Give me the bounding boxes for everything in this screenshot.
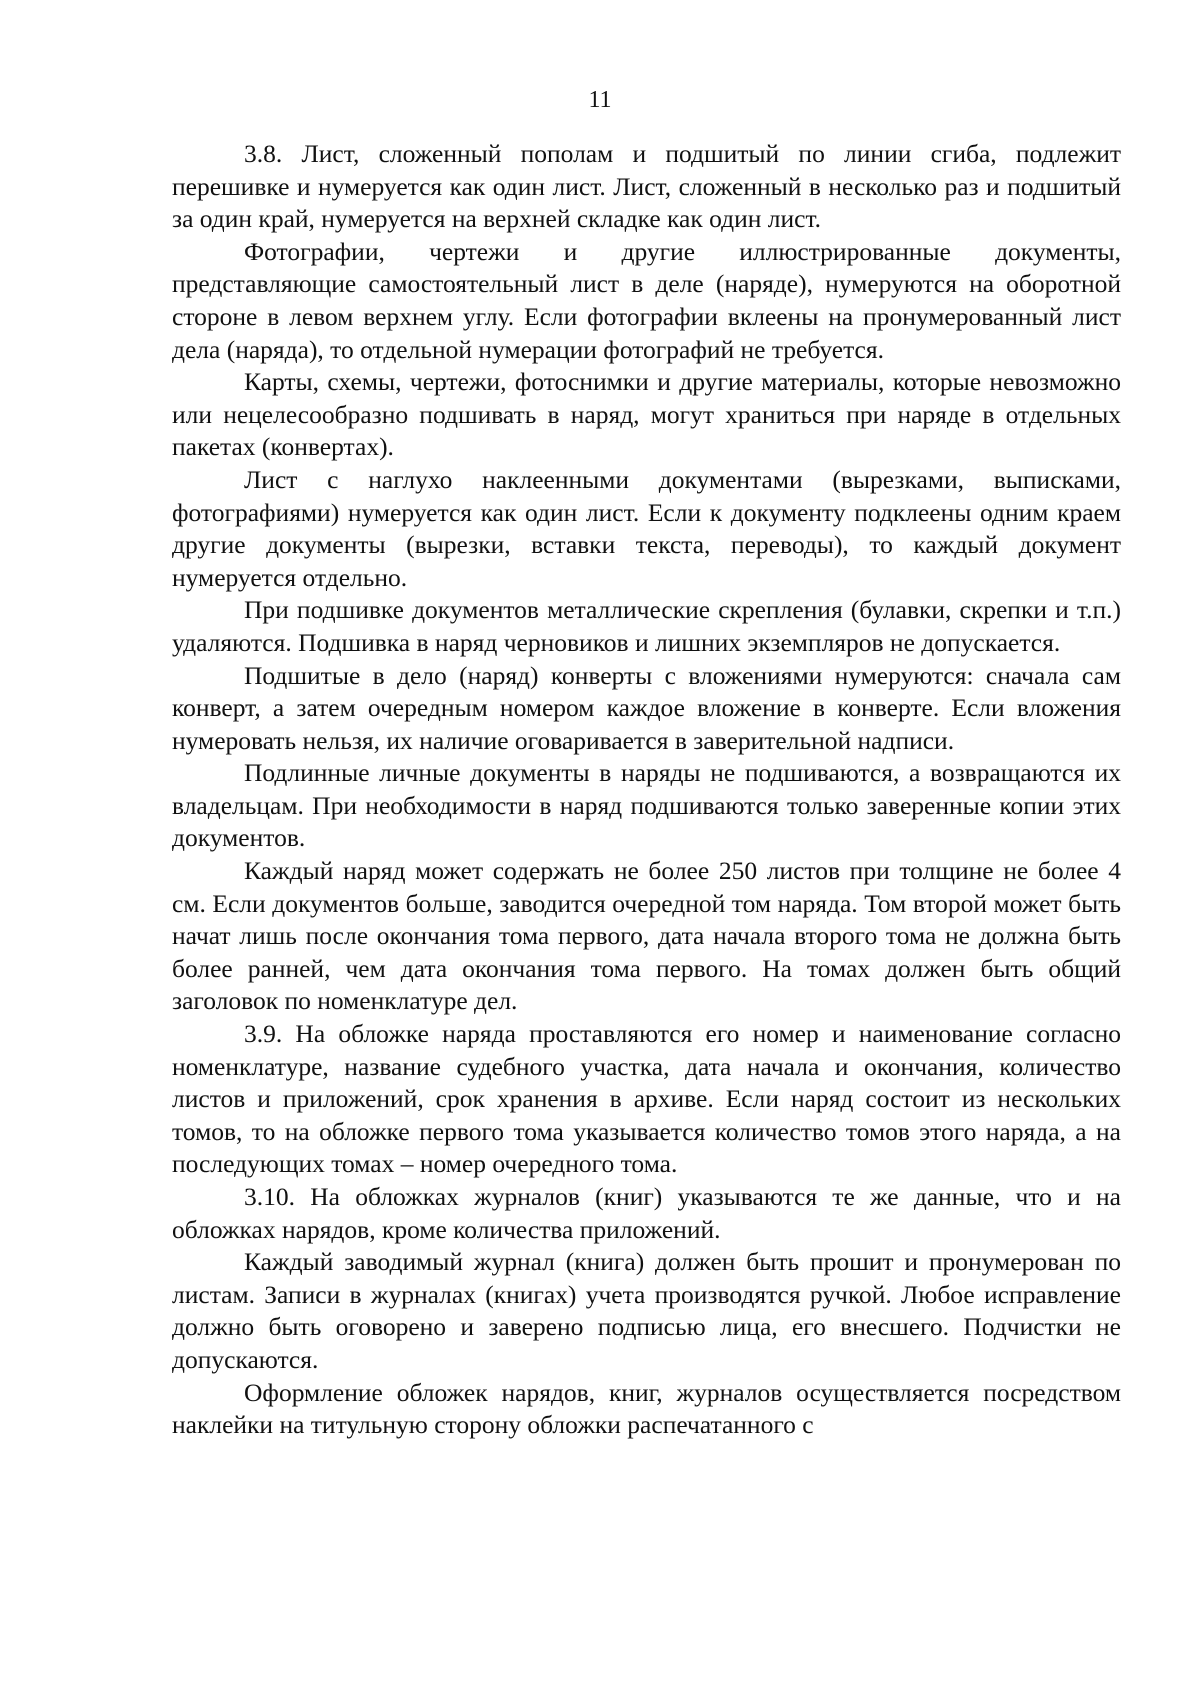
paragraph-metal-fasteners: При подшивке документов металлические скрепления (булавки, скрепки и т.п.) удаляются. Подшивка в наряд черновиков и лишних экземпляров не допускается. <box>172 595 1121 657</box>
document-body <box>172 138 1121 1442</box>
paragraph-3-8: 3.8. Лист, сложенный пополам и подшитый по линии сгиба, подлежит перешивке и нумеруется как один лист. Лист, сложенный в несколько раз и подшитый за один край, нумеруется на верхней складке как один лист. <box>172 139 1121 234</box>
paragraph-envelopes: Подшитые в дело (наряд) конверты с вложениями нумеруются: сначала сам конверт, а затем очередным номером каждое вложение в конверте. Если вложения нумеровать нельзя, их наличие оговаривается в заверительной надписи. <box>172 660 1121 755</box>
page-number: 11 <box>588 87 612 113</box>
paragraph-glued-documents: Лист с наглухо наклеенными документами (вырезками, выписками, фотографиями) нумеруется как один лист. Если к документу подклеены одним краем другие документы (вырезки, вставки текста, переводы), то каждый документ нумеруется отдельно. <box>172 464 1121 592</box>
paragraph-3-9: 3.9. На обложке наряда проставляются его номер и наименование согласно номенклатуре, название судебного участка, дата начала и окончания, количество листов и приложений, срок хранения в архиве. Если наряд состоит из нескольких томов, то на обложке первого тома указывается количество томов этого наряда, а на последующих томах – номер очередного тома. <box>172 1019 1121 1179</box>
paragraph-maps: Карты, схемы, чертежи, фотоснимки и другие материалы, которые невозможно или нецелесообразно подшивать в наряд, могут храниться при наряде в отдельных пакетах (конвертах). <box>172 367 1121 462</box>
paragraph-photographs: Фотографии, чертежи и другие иллюстрированные документы, представляющие самостоятельный лист в деле (наряде), нумеруются на оборотной стороне в левом верхнем углу. Если фотографии вклеены на пронумерованный лист дела (наряда), то отдельной нумерации фотографий не требуется. <box>172 236 1121 364</box>
paragraph-cover-design: Оформление обложек нарядов, книг, журналов осуществляется посредством наклейки на титульную сторону обложки распечатанного с <box>172 1377 1121 1440</box>
paragraph-volume-limits: Каждый наряд может содержать не более 250 листов при толщине не более 4 см. Если документов больше, заводится очередной том наряда. Том второй может быть начат лишь после окончания тома первого, дата начала второго тома не должна быть более ранней, чем дата окончания тома первого. На томах должен быть общий заголовок по номенклатуре дел. <box>172 856 1121 1016</box>
paragraph-3-10: 3.10. На обложках журналов (книг) указываются те же данные, что и на обложках нарядов, кроме количества приложений. <box>172 1182 1121 1244</box>
paragraph-original-documents: Подлинные личные документы в наряды не подшиваются, а возвращаются их владельцам. При необходимости в наряд подшиваются только заверенные копии этих документов. <box>172 758 1121 853</box>
paragraph-journal-binding: Каждый заводимый журнал (книга) должен быть прошит и пронумерован по листам. Записи в журналах (книгах) учета производятся ручкой. Любое исправление должно быть оговорено и заверено подписью лица, его внесшего. Подчистки не допускаются. <box>172 1247 1121 1374</box>
